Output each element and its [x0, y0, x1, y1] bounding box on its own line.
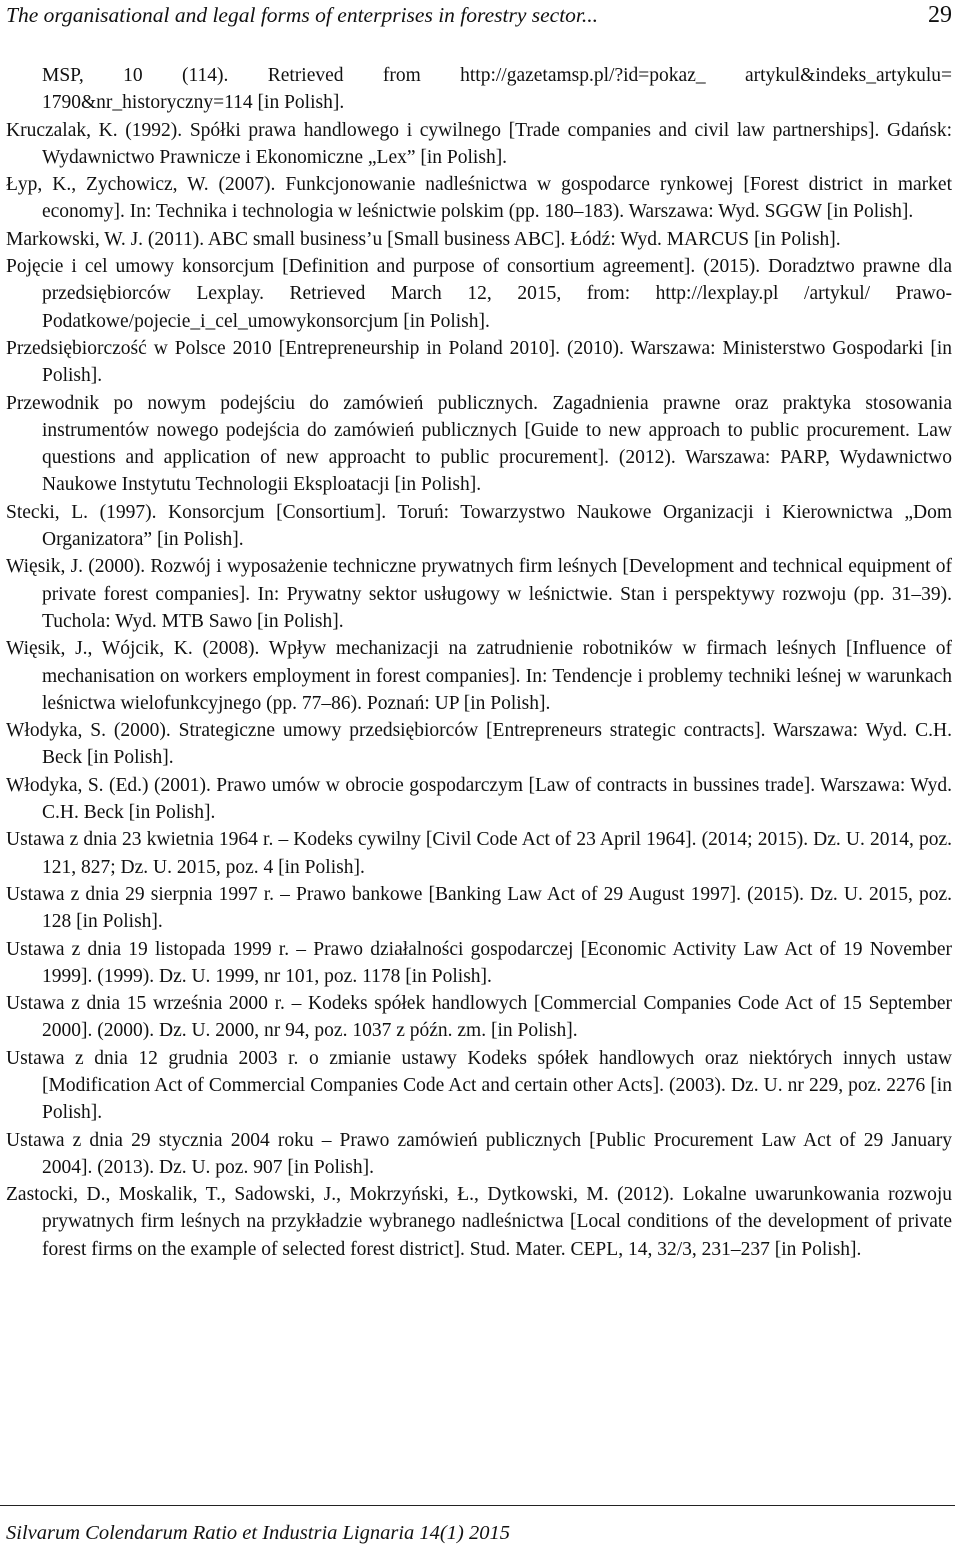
reference-entry: Więsik, J., Wójcik, K. (2008). Wpływ mechanizacji na zatrudnienie robotników w firmach leśnych [Influence of mechanisation on workers employment in forest companies]. In: Tendencje i problemy techniki leśnej w warunkach leśnictwa wielofunkcyjnego (pp. 77–86). Poznań: UP [in Polish]. — [6, 638, 952, 714]
reference-entry: Ustawa z dnia 15 września 2000 r. – Kodeks spółek handlowych [Commercial Companies Code Act of 15 September 2000]. (2000). Dz. U. 2000, nr 94, poz. 1037 z późn. zm. [in Polish]. — [6, 993, 952, 1042]
running-title: The organisational and legal forms of enterprises in forestry sector... — [6, 3, 599, 27]
reference-entry: Ustawa z dnia 23 kwietnia 1964 r. – Kodeks cywilny [Civil Code Act of 23 April 1964]. (2014; 2015). Dz. U. 2014, poz. 121, 827; Dz. U. 2015, poz. 4 [in Polish]. — [6, 829, 952, 878]
reference-entry: Przewodnik po nowym podejściu do zamówień publicznych. Zagadnienia prawne oraz praktyka stosowania instrumentów nowego podejścia do zamówień publicznych [Guide to new approach to public procurement. Law questions and application of new approacht to public procurement]. (2012). Warszawa: PARP, Wydawnictwo Naukowe Instytutu Technologii Eksploatacji [in Polish]. — [6, 392, 952, 496]
footer-divider — [0, 1505, 955, 1506]
reference-entry: Markowski, W. J. (2011). ABC small business’u [Small business ABC]. Łódź: Wyd. MARCUS [in Polish]. — [6, 228, 841, 250]
reference-entry: Ustawa z dnia 29 stycznia 2004 roku – Prawo zamówień publicznych [Public Procurement Law Act of 29 January 2004]. (2013). Dz. U. poz. 907 [in Polish]. — [6, 1129, 952, 1178]
reference-entry: Pojęcie i cel umowy konsorcjum [Definition and purpose of consortium agreement]. (2015). Doradztwo prawne dla przedsiębiorców Lexplay. Retrieved March 12, 2015, from: http://lexplay.pl /artykul/ Prawo-Podatkowe/pojecie_i_cel_umowykonsorcjum [in Polish]. — [6, 256, 952, 332]
reference-entry: Ustawa z dnia 19 listopada 1999 r. – Prawo działalności gospodarczej [Economic Activity Law Act of 19 November 1999]. (1999). Dz. U. 1999, nr 101, poz. 1178 [in Polish]. — [6, 938, 952, 987]
reference-entry: Przedsiębiorczość w Polsce 2010 [Entrepreneurship in Poland 2010]. (2010). Warszawa: Ministerstwo Gospodarki [in Polish]. — [6, 337, 952, 387]
reference-entry: Zastocki, D., Moskalik, T., Sadowski, J., Mokrzyński, Ł., Dytkowski, M. (2012). Lokalne uwarunkowania rozwoju prywatnych firm leśnych na przykładzie wybranego nadleśnictwa [Local conditions of the development of private forest firms on the example of selected forest district]. Stud. Mater. CEPL, 14, 32/3, 231–237 [in Polish]. — [6, 1184, 952, 1260]
reference-entry: Włodyka, S. (Ed.) (2001). Prawo umów w obrocie gospodarczym [Law of contracts in bussines trade]. Warszawa: Wyd. C.H. Beck [in Polish]. — [6, 774, 952, 824]
reference-entry: Ustawa z dnia 29 sierpnia 1997 r. – Prawo bankowe [Banking Law Act of 29 August 1997]. (2015). Dz. U. 2015, poz. 128 [in Polish]. — [6, 883, 952, 933]
page-number: 29 — [928, 2, 952, 28]
reference-entry: Kruczalak, K. (1992). Spółki prawa handlowego i cywilnego [Trade companies and civil law partnerships]. Gdańsk: Wydawnictwo Prawnicze i Ekonomiczne „Lex” [in Polish]. — [6, 119, 952, 168]
reference-entry: Więsik, J. (2000). Rozwój i wyposażenie techniczne prywatnych firm leśnych [Development and technical equipment of private forest companies]. In: Prywatny sektor usługowy w leśnictwie. Stan i perspektywy rozwoju (pp. 31–39). Tuchola: Wyd. MTB Sawo [in Polish]. — [6, 556, 952, 632]
reference-entry: Łyp, K., Zychowicz, W. (2007). Funkcjonowanie nadleśnictwa w gospodarce rynkowej [Forest district in market economy]. In: Technika i technologia w leśnictwie polskim (pp. 180–183). Warszawa: Wyd. SGGW [in Polish]. — [6, 174, 952, 223]
reference-entry: Ustawa z dnia 12 grudnia 2003 r. o zmianie ustawy Kodeks spółek handlowych oraz niektórych innych ustaw [Modification Act of Commercial Companies Code Act and certain other Acts]. (2003). Dz. U. nr 229, poz. 2276 [in Polish]. — [6, 1047, 952, 1124]
journal-footer: Silvarum Colendarum Ratio et Industria Lignaria 14(1) 2015 — [6, 1522, 510, 1544]
reference-entry: Stecki, L. (1997). Konsorcjum [Consortium]. Toruń: Towarzystwo Naukowe Organizacji i Kierownictwa „Dom Organizatora” [in Polish]. — [6, 501, 952, 551]
running-header — [6, 2, 952, 32]
reference-entry: MSP, 10 (114). Retrieved from http://gazetamsp.pl/?id=pokaz_ artykul&indeks_artykulu= 1790&nr_historyczny=114 [in Polish]. — [42, 65, 952, 114]
reference-list — [6, 62, 952, 1263]
reference-entry: Włodyka, S. (2000). Strategiczne umowy przedsiębiorców [Entrepreneurs strategic contracts]. Warszawa: Wyd. C.H. Beck [in Polish]. — [6, 720, 952, 769]
